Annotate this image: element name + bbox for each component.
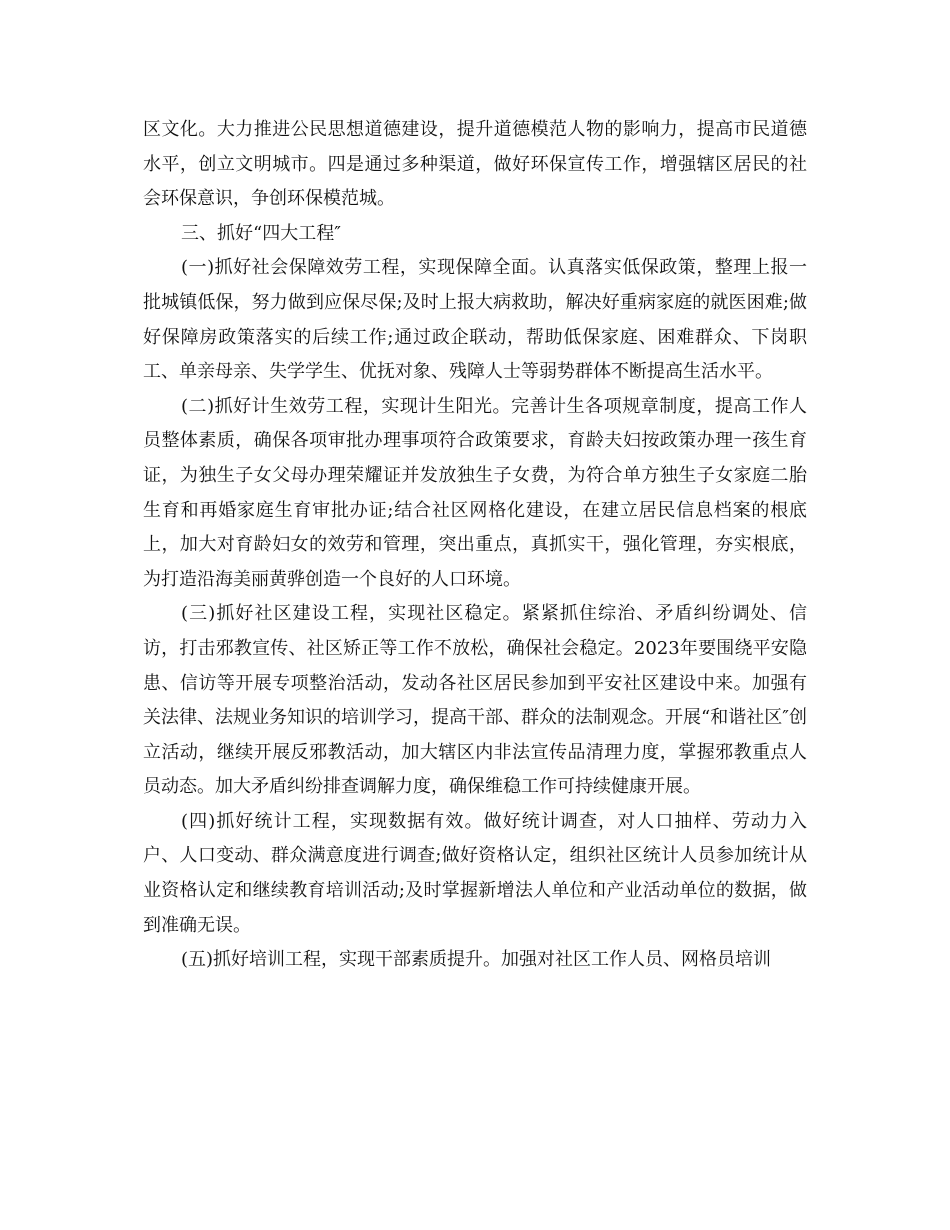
paragraph-community-building: (三)抓好社区建设工程，实现社区稳定。紧紧抓住综治、矛盾纠纷调处、信访，打击邪教宣传、社区矫正等工作不放松，确保社会稳定。2023年要围绕平安隐患、信访等开展专项整治活动，发动各社区居民参加到平安社区建设中来。加强有关法律、法规业务知识的培训学习，提高干部、群众的法制观念。开展“和谐社区″创立活动，继续开展反邪教活动，加大辖区内非法宣传品清理力度，掌握邪教重点人员动态。加大矛盾纠纷排查调解力度，确保维稳工作可持续健康开展。 (143, 603, 807, 798)
section-heading: 三、抓好“四大工程″ (181, 222, 341, 244)
paragraph-social-security: (一)抓好社会保障效劳工程，实现保障全面。认真落实低保政策，整理上报一批城镇低保，努力做到应保尽保;及时上报大病救助，解决好重病家庭的就医困难;做好保障房政策落实的后续工作;通过政企联动，帮助低保家庭、困难群众、下岗职工、单亲母亲、失学学生、优抚对象、残障人士等弱势群体不断提高生活水平。 (143, 257, 808, 383)
paragraph-1: 区文化。大力推进公民思想道德建设，提升道德模范人物的影响力，提高市民道德水平，创立文明城市。四是通过多种渠道，做好环保宣传工作，增强辖区居民的社会环保意识，争创环保模范城。 (143, 119, 807, 210)
paragraph-statistics: (四)抓好统计工程，实现数据有效。做好统计调查，对人口抽样、劳动力入户、人口变动、群众满意度进行调查;做好资格认定，组织社区统计人员参加统计从业资格认定和继续教育培训活动;及时掌握新增法人单位和产业活动单位的数据，做到准确无误。 (143, 810, 807, 936)
paragraph-family-planning: (二)抓好计生效劳工程，实现计生阳光。完善计生各项规章制度，提高工作人员整体素质，确保各项审批办理事项符合政策要求，育龄夫妇按政策办理一孩生育证，为独生子女父母办理荣耀证并发放独生子女费，为符合单方独生子女家庭二胎生育和再婚家庭生育审批办证;结合社区网格化建设，在建立居民信息档案的根底上，加大对育龄妇女的效劳和管理，突出重点，真抓实干，强化管理，夯实根底，为打造沿海美丽黄骅创造一个良好的人口环境。 (143, 395, 807, 590)
document-body (143, 113, 807, 978)
paragraph-training: (五)抓好培训工程，实现干部素质提升。加强对社区工作人员、网格员培训 (181, 949, 772, 971)
